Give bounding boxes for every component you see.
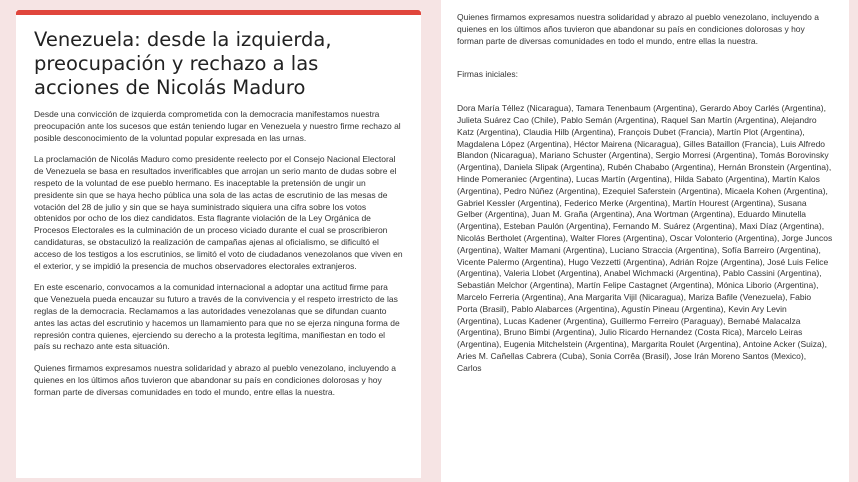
- accent-bar: [16, 10, 421, 15]
- article-panel-left: [16, 10, 421, 478]
- signatures-heading: Firmas iniciales:: [457, 69, 518, 80]
- article-title: Venezuela: desde la izquierda, preocupación y rechazo a las acciones de Nicolás Maduro: [34, 28, 332, 99]
- signatures-list: Dora María Téllez (Nicaragua), Tamara Tenenbaum (Argentina), Gerardo Aboy Carlés (Argentina), Julieta Suárez Cao (Chile), Pablo Semán (Argentina), Raquel San Martín (Argentina), Alejandro Katz (Argentina), Claudia Hilb (Argentina), François Dubet (Francia), Martín Plot (Argentina), Magdalena López (Argentina), Héctor Mairena (Nicaragua), Gilles Bataillon (Francia), Luis Alfredo Blandon (Nicaragua), Mariano Schuster (Argentina), Sergio Morresi (Argentina), Tomás Borovinsky (Argentina), Daniela Slipak (Argentina), Rubén Chababo (Argentina), Hernán Bronstein (Argentina), Hinde Pomeraniec (Argentina), Lucas Martín (Argentina), Hilda Sabato (Argentina), Martín Kalos (Argentina), Pedro Núñez (Argentina), Ezequiel Saferstein (Argentina), Micaela Kohen (Argentina), Gabriel Kessler (Argentina), Federico Merke (Argentina), Martín Hourest (Argentina), Susana Gelber (Argentina), Juan M. Graña (Argentina), Ana Wortman (Argentina), Eduardo Minutella (Argentina), Esteban Paulón (Argentina), Fernando M. Suárez (Argentina), Maxi Díaz (Argentina), Nicolás Bertholet (Argentina), Walter Flores (Argentina), Oscar Volonterio (Argentina), Jorge Juncos (Argentina), Walter Mamani (Argentina), Luciano Straccia (Argentina), Sofía Barreiro (Argentina), Vicente Palermo (Argentina), Hugo Vezzetti (Argentina), Adrián Rojze (Argentina), José Luis Felice (Argentina), Valeria Llobet (Argentina), Anabel Wichmacki (Argentina), Pablo Cassini (Argentina), Sebastián Melchor (Argentina), Martín Felipe Castagnet (Argentina), Mónica Liborio (Argentina), Marcelo Ferreria (Argentina), Ana Margarita Vijil (Nicaragua), Mariza Bafile (Venezuela), Fabio Porta (Brasil), Pablo Alabarces (Argentina), Agustín Pineau (Argentina), Kevin Ary Levin (Argentina), Lucas Kadener (Argentina), Guillermo Ferreiro (Paraguay), Bernabé Malacalza (Argentina), Bruno Bimbi (Argentina), Julio Ricardo Hernandez (Costa Rica), Marcelo Leiras (Argentina), Eugenia Mitchelstein (Argentina), Margarita Roulet (Argentina), Antoine Acker (Suiza), Aries M. Cañellas Cabrera (Cuba), Sonia Corrêa (Brasil), Jose Irán Moreno Santos (Mexico), Carlos: [457, 103, 833, 373]
- paragraph-solidarity-repeat: Quienes firmamos expresamos nuestra solidaridad y abrazo al pueblo venezolano, incluyendo a quienes en los últimos años tuvieron que abandonar su país en condiciones dolorosas y hoy forman parte de diversas comunidades en todo el mundo, entre ellas la nuestra.: [457, 12, 819, 46]
- paragraph-call-to-action: En este escenario, convocamos a la comunidad internacional a adoptar una actitud firme para que Venezuela pueda encauzar su futuro a través de la convivencia y el respeto irrestricto de las reglas de la democracia. Reclamamos a las autoridades venezolanas que se difundan cuanto antes las actas del escrutinio y hacemos un llamamiento para que no se ejerza ninguna forma de represión contra quienes, ejerciendo su derecho a la protesta legítima, manifiestan en todo el país su rechazo ante esta situación.: [34, 282, 400, 352]
- paragraph-intro: Desde una convicción de izquierda comprometida con la democracia manifestamos nuestra preocupación ante los sucesos que están teniendo lugar en Venezuela y nuestro firme rechazo al posible desconocimiento de la voluntad popular expresada en las urnas.: [34, 109, 401, 143]
- paragraph-solidarity: Quienes firmamos expresamos nuestra solidaridad y abrazo al pueblo venezolano, incluyendo a quienes en los últimos años tuvieron que abandonar su país en condiciones dolorosas y hoy forman parte de diversas comunidades en todo el mundo, entre ellas la nuestra.: [34, 363, 396, 397]
- paragraph-proclamation: La proclamación de Nicolás Maduro como presidente reelecto por el Consejo Nacional Electoral de Venezuela se basa en resultados inverificables que arrojan un serio manto de dudas sobre el respeto de la voluntad de ese pueblo hermano. Es inaceptable la pretensión de ungir un presidente sin que se haya hecho pública una sola de las actas de escrutinio de las mesas de votación del 28 de julio y sin que se haya suministrado siquiera una cifra sobre los votos obtenidos por ocho de los diez candidatos. Esta flagrante violación de la Ley Orgánica de Procesos Electorales es la culminación de un proceso viciado durante el cual se proscribieron candidaturas, se obstaculizó la realización de campañas ajenas al oficialismo, se dificultó el acceso de los testigos a los escrutinios, se limitó el voto de ciudadanos venezolanos que viven en el exterior, y se impidió la presencia de muchos observadores electorales extranjeros.: [34, 154, 403, 271]
- article-panel-right: [441, 0, 849, 482]
